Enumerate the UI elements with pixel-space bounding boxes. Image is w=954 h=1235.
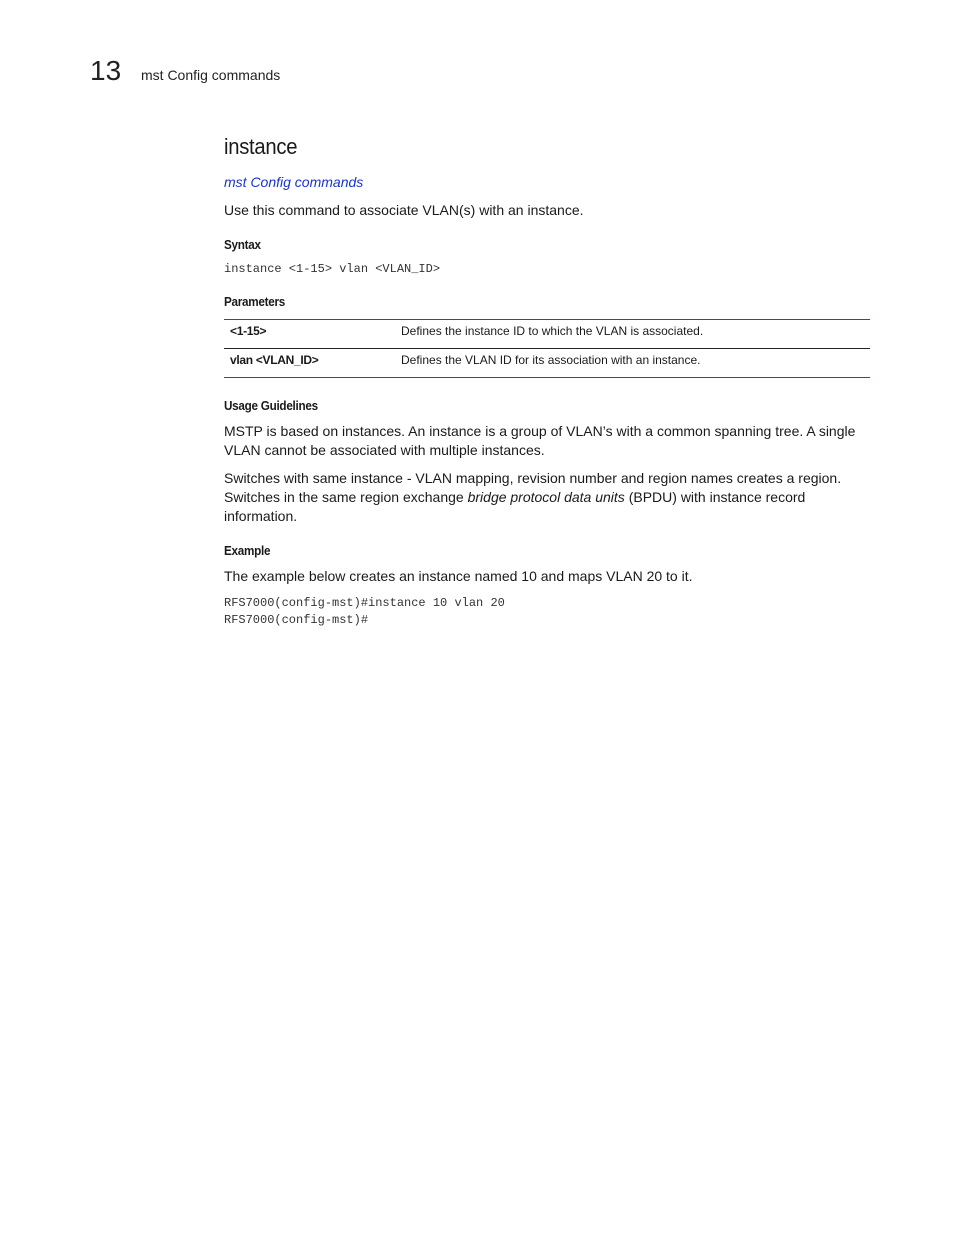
parameters-heading: Parameters [224, 294, 286, 309]
param-description: Defines the instance ID to which the VLAN is associated. [389, 320, 870, 349]
table-row [224, 320, 870, 349]
usage-text: (BPDU) with instance record information. [224, 489, 806, 524]
syntax-code: instance <1-15> vlan <VLAN_ID> [224, 262, 441, 276]
code-line: RFS7000(config-mst)#instance 10 vlan 20 [224, 596, 505, 610]
example-code [224, 595, 870, 629]
xref-link[interactable]: mst Config commands [224, 174, 364, 190]
chapter-title: mst Config commands [141, 67, 281, 83]
page-content [224, 130, 870, 629]
chapter-number: 13 [90, 55, 122, 86]
param-description: Defines the VLAN ID for its association with an instance. [389, 349, 870, 378]
param-name: vlan <VLAN_ID> [224, 349, 389, 378]
table-row [224, 349, 870, 378]
usage-paragraph-1: MSTP is based on instances. An instance is a group of VLAN’s with a common spanning tree. A single VLAN cannot be associated with multiple instances. [224, 423, 856, 458]
param-name: <1-15> [224, 320, 389, 349]
example-heading: Example [224, 543, 271, 558]
usage-text: Switches with same instance - VLAN mapping, revision number and region names creates a region. Switches in the same region exchange [224, 470, 842, 505]
usage-emphasis: bridge protocol data units [467, 489, 625, 505]
syntax-heading: Syntax [224, 237, 261, 252]
intro-text: Use this command to associate VLAN(s) with an instance. [224, 202, 584, 218]
code-line: RFS7000(config-mst)# [224, 613, 369, 627]
usage-heading: Usage Guidelines [224, 398, 318, 413]
usage-paragraph-2 [224, 469, 870, 526]
section-title: instance [224, 134, 298, 159]
example-description: The example below creates an instance named 10 and maps VLAN 20 to it. [224, 568, 693, 584]
parameters-table [224, 319, 870, 378]
